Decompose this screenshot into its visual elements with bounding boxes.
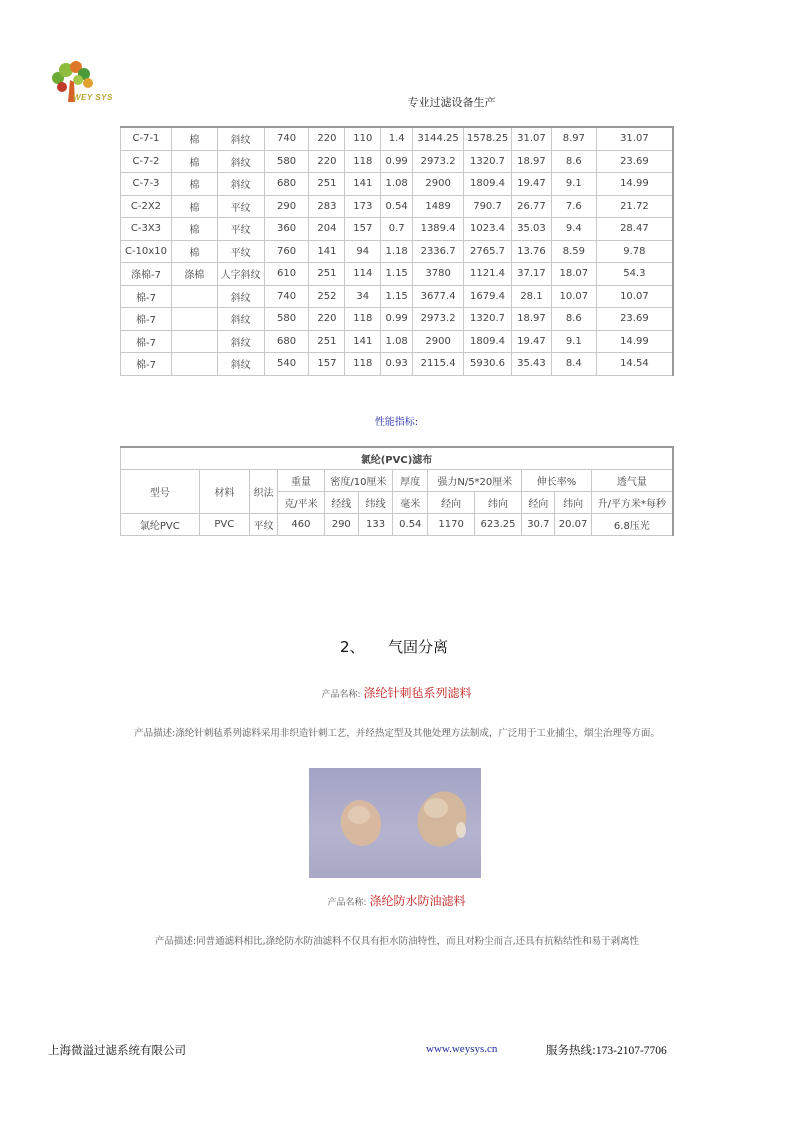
table-cell: 26.77 <box>512 195 552 218</box>
table-cell: 1809.4 <box>464 330 512 353</box>
product-name-label: 产品名称: <box>327 898 367 908</box>
subheader-cell: 克/平米 <box>278 492 324 514</box>
table-cell: 283 <box>309 195 345 218</box>
table-cell: 1809.4 <box>464 173 512 196</box>
table-cell: 棉 <box>171 240 217 263</box>
table-cell: 9.1 <box>551 330 596 353</box>
hotline-number: 173-2107-7706 <box>595 1045 667 1057</box>
table-cell: 37.17 <box>512 263 552 286</box>
table-cell: 1489 <box>413 195 464 218</box>
table-cell: 棉 <box>171 150 217 173</box>
table-cell: 1389.4 <box>413 218 464 241</box>
product-photo <box>309 768 481 878</box>
table-cell: 人字斜纹 <box>217 263 264 286</box>
table-cell: 8.6 <box>551 150 596 173</box>
table-cell: 2973.2 <box>413 308 464 331</box>
performance-label: 性能指标: <box>374 417 419 428</box>
table-cell: 34 <box>345 285 381 308</box>
table-cell: 23.69 <box>596 150 673 173</box>
table-cell: 35.43 <box>512 353 552 376</box>
table-cell: 580 <box>264 308 309 331</box>
header-cell: 型号 <box>121 470 200 514</box>
table-cell: 290 <box>324 514 358 536</box>
table-cell: C-10x10 <box>121 240 172 263</box>
table-caption: 氯纶(PVC)滤布 <box>121 447 674 470</box>
table-cell: 157 <box>309 353 345 376</box>
table-cell: 平纹 <box>217 195 264 218</box>
subheader-cell: 纬向 <box>555 492 591 514</box>
table-cell: 173 <box>345 195 381 218</box>
table-cell: 118 <box>345 353 381 376</box>
table-cell: 23.69 <box>596 308 673 331</box>
table-cell: 0.54 <box>393 514 428 536</box>
table-cell: 1320.7 <box>464 308 512 331</box>
product-name: 涤纶针刺毡系列滤料 <box>363 686 472 700</box>
table-cell: 8.6 <box>551 308 596 331</box>
table-cell: 0.99 <box>381 308 413 331</box>
table-cell: 6.8压光 <box>591 514 673 536</box>
subheader-cell: 经向 <box>428 492 474 514</box>
table-cell: 1.18 <box>381 240 413 263</box>
product-description <box>120 723 674 744</box>
spec-table-pvc <box>120 446 674 536</box>
table-cell: 2336.7 <box>413 240 464 263</box>
table-cell: 760 <box>264 240 309 263</box>
table-cell: 2973.2 <box>413 150 464 173</box>
table-cell: 740 <box>264 285 309 308</box>
table-cell: 460 <box>278 514 324 536</box>
table-cell: 1.08 <box>381 173 413 196</box>
table-cell: 18.97 <box>512 150 552 173</box>
table-cell: 7.6 <box>551 195 596 218</box>
table-cell: 棉 <box>171 173 217 196</box>
table-cell: 平纹 <box>217 218 264 241</box>
table-cell <box>171 330 217 353</box>
table-cell: 棉 <box>171 127 217 150</box>
spec-table-cotton <box>120 126 674 376</box>
product-name-line <box>0 684 793 701</box>
table-cell: C-7-2 <box>121 150 172 173</box>
table-cell: 斜纹 <box>217 127 264 150</box>
table-cell: 0.7 <box>381 218 413 241</box>
table-cell: 9.1 <box>551 173 596 196</box>
table-row <box>121 127 674 150</box>
table-cell: 251 <box>309 330 345 353</box>
table-cell: 8.97 <box>551 127 596 150</box>
table-row <box>121 308 674 331</box>
footer-hotline <box>546 1042 667 1058</box>
subheader-cell: 经向 <box>522 492 555 514</box>
table-cell: 棉-7 <box>121 285 172 308</box>
table-cell: 21.72 <box>596 195 673 218</box>
table-cell: 740 <box>264 127 309 150</box>
table-cell: 8.4 <box>551 353 596 376</box>
table-cell: 斜纹 <box>217 330 264 353</box>
table-cell: 610 <box>264 263 309 286</box>
table-cell: 1170 <box>428 514 474 536</box>
table-cell: 14.99 <box>596 173 673 196</box>
table-row <box>121 263 674 286</box>
product-desc-text: 涤纶针刺毡系列滤料采用非织造针刺工艺，并经热定型及其他处理方法制成，广泛用于工业捕尘，烟尘治理等方面。 <box>175 728 660 739</box>
table-cell: 18.07 <box>551 263 596 286</box>
subheader-cell: 毫米 <box>393 492 428 514</box>
table-cell: 251 <box>309 173 345 196</box>
table-cell: 290 <box>264 195 309 218</box>
header-cell: 厚度 <box>393 470 428 492</box>
subheader-cell: 升/平方米*每秒 <box>591 492 673 514</box>
table-cell: 斜纹 <box>217 150 264 173</box>
table-cell: 平纹 <box>217 240 264 263</box>
table-header-row <box>121 470 674 492</box>
table-cell: 13.76 <box>512 240 552 263</box>
header-cell: 密度/10厘米 <box>324 470 393 492</box>
table-row <box>121 218 674 241</box>
table-cell: 114 <box>345 263 381 286</box>
hotline-label: 服务热线: <box>546 1043 596 1057</box>
table-cell: 棉-7 <box>121 308 172 331</box>
table-cell: 110 <box>345 127 381 150</box>
table-cell: 2765.7 <box>464 240 512 263</box>
table-cell <box>171 308 217 331</box>
table-cell: 1121.4 <box>464 263 512 286</box>
table-cell: 8.59 <box>551 240 596 263</box>
header-cell: 织法 <box>250 470 278 514</box>
table-cell: 220 <box>309 308 345 331</box>
table-cell: 9.78 <box>596 240 673 263</box>
table-cell: 31.07 <box>596 127 673 150</box>
subheader-cell: 纬线 <box>358 492 392 514</box>
table-cell: 141 <box>309 240 345 263</box>
product-desc-label: 产品描述: <box>154 936 197 947</box>
header-cell: 强力N/5*20厘米 <box>428 470 522 492</box>
header-cell: 材料 <box>199 470 249 514</box>
table-cell: C-3X3 <box>121 218 172 241</box>
section-heading <box>340 636 448 657</box>
table-cell: 2900 <box>413 330 464 353</box>
product-name: 涤纶防水防油滤料 <box>369 894 466 908</box>
table-cell: 涤棉-7 <box>121 263 172 286</box>
table-cell: 220 <box>309 127 345 150</box>
table-cell: 157 <box>345 218 381 241</box>
table-row <box>121 240 674 263</box>
table-cell: 14.54 <box>596 353 673 376</box>
table-cell: 斜纹 <box>217 353 264 376</box>
table-cell: 133 <box>358 514 392 536</box>
table-cell: 35.03 <box>512 218 552 241</box>
table-cell: 141 <box>345 173 381 196</box>
subheader-cell: 经线 <box>324 492 358 514</box>
brand-text: WEY SYS <box>73 93 113 102</box>
table-row <box>121 173 674 196</box>
table-row <box>121 353 674 376</box>
table-cell: 141 <box>345 330 381 353</box>
table-cell: 1023.4 <box>464 218 512 241</box>
table-cell <box>171 353 217 376</box>
table-cell: 5930.6 <box>464 353 512 376</box>
table-cell: 1578.25 <box>464 127 512 150</box>
table-cell: 2115.4 <box>413 353 464 376</box>
section-number: 2、 <box>340 638 365 656</box>
footer-company: 上海微溢过滤系统有限公司 <box>48 1043 186 1057</box>
table-cell: 平纹 <box>250 514 278 536</box>
header-title: 专业过滤设备生产 <box>407 96 496 109</box>
header-cell: 伸长率% <box>522 470 592 492</box>
table-cell: 1.15 <box>381 263 413 286</box>
table-cell: 20.07 <box>555 514 591 536</box>
table-cell: 3144.25 <box>413 127 464 150</box>
product-description <box>120 931 674 952</box>
product-name-line <box>0 892 793 909</box>
table-cell: 94 <box>345 240 381 263</box>
table-cell: 360 <box>264 218 309 241</box>
table-cell: 9.4 <box>551 218 596 241</box>
table-cell: 19.47 <box>512 173 552 196</box>
table-cell: 118 <box>345 150 381 173</box>
table-cell: 28.47 <box>596 218 673 241</box>
table-cell: 涤棉 <box>171 263 217 286</box>
table-cell: 540 <box>264 353 309 376</box>
table-cell: 14.99 <box>596 330 673 353</box>
table-cell: 棉 <box>171 218 217 241</box>
table-cell: 790.7 <box>464 195 512 218</box>
footer-website-link[interactable]: www.weysys.cn <box>426 1043 498 1055</box>
table-cell: 0.93 <box>381 353 413 376</box>
table-cell: C-7-1 <box>121 127 172 150</box>
table-cell: 623.25 <box>474 514 521 536</box>
table-cell: PVC <box>199 514 249 536</box>
table-cell: 棉-7 <box>121 330 172 353</box>
table-cell: 1.4 <box>381 127 413 150</box>
table-cell: C-2X2 <box>121 195 172 218</box>
table-cell: 30.7 <box>522 514 555 536</box>
table-cell: 28.1 <box>512 285 552 308</box>
table-cell: 18.97 <box>512 308 552 331</box>
table-cell: 54.3 <box>596 263 673 286</box>
table-cell: 斜纹 <box>217 308 264 331</box>
section-title: 气固分离 <box>388 638 449 656</box>
table-cell: 118 <box>345 308 381 331</box>
table-cell: 252 <box>309 285 345 308</box>
table-cell: 680 <box>264 173 309 196</box>
table-cell: 斜纹 <box>217 285 264 308</box>
table-cell: 2900 <box>413 173 464 196</box>
product-desc-label: 产品描述: <box>134 728 176 739</box>
table-cell: 0.54 <box>381 195 413 218</box>
table-cell: C-7-3 <box>121 173 172 196</box>
table-cell: 220 <box>309 150 345 173</box>
table-cell: 斜纹 <box>217 173 264 196</box>
table-cell: 棉 <box>171 195 217 218</box>
table-row <box>121 514 674 536</box>
table-cell: 31.07 <box>512 127 552 150</box>
subheader-cell: 纬向 <box>474 492 521 514</box>
table-cell: 1.15 <box>381 285 413 308</box>
table-cell <box>171 285 217 308</box>
table-cell: 氯纶PVC <box>121 514 200 536</box>
product-name-label: 产品名称: <box>321 690 361 700</box>
table-row <box>121 150 674 173</box>
table-cell: 580 <box>264 150 309 173</box>
table-cell: 棉-7 <box>121 353 172 376</box>
table-cell: 1320.7 <box>464 150 512 173</box>
table-cell: 0.99 <box>381 150 413 173</box>
table-cell: 251 <box>309 263 345 286</box>
table-cell: 3780 <box>413 263 464 286</box>
header-cell: 透气量 <box>591 470 673 492</box>
table-cell: 204 <box>309 218 345 241</box>
table-cell: 680 <box>264 330 309 353</box>
table-row <box>121 195 674 218</box>
table-cell: 1.08 <box>381 330 413 353</box>
table-cell: 10.07 <box>596 285 673 308</box>
table-cell: 19.47 <box>512 330 552 353</box>
table-row <box>121 330 674 353</box>
table-cell: 3677.4 <box>413 285 464 308</box>
table-cell: 1679.4 <box>464 285 512 308</box>
table-row <box>121 285 674 308</box>
table-cell: 10.07 <box>551 285 596 308</box>
product-desc-text: 同普通滤料相比,涤纶防水防油滤料不仅具有拒水防油特性，而且对粉尘而言,还具有抗粘结性和易于剥离性 <box>196 936 640 947</box>
header-cell: 重量 <box>278 470 324 492</box>
